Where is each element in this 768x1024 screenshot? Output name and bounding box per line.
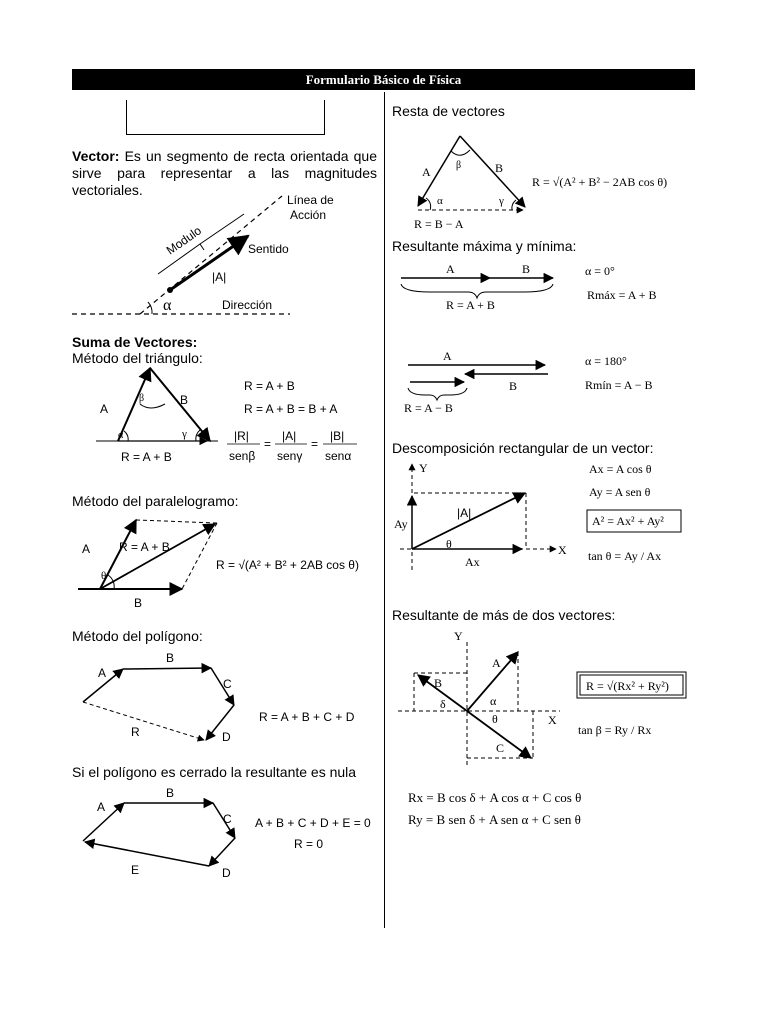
pol-D: D — [222, 730, 231, 744]
md-eq4: Ry = B sen δ + A sen α + C sen θ — [408, 812, 581, 827]
page-title: Formulario Básico de Física — [72, 69, 695, 90]
mn-ang: α = 180° — [585, 354, 627, 368]
res-B: B — [495, 161, 504, 175]
pol-B: B — [166, 651, 175, 665]
poligono-heading: Método del polígono: — [72, 628, 203, 644]
par-B-label: B — [134, 596, 143, 610]
mx-R-eq: R = A + B — [446, 298, 495, 312]
cer-eq2: R = 0 — [294, 837, 324, 851]
dc-theta: θ — [446, 537, 452, 551]
parallelogram-figure — [78, 520, 359, 610]
vector-def-text: Es un segmento de recta orientada que sirve para representar a las magnitudes vectoriales. — [72, 148, 377, 198]
cerrado-text: Si el polígono es cerrado la resultante es nula — [72, 764, 357, 780]
dc-eq3: A² = Ax² + Ay² — [592, 514, 664, 528]
md-alpha: α — [490, 694, 497, 708]
cer-E: E — [131, 863, 140, 877]
dc-Ay: Ay — [394, 517, 408, 531]
closed-polygon-figure — [83, 786, 371, 880]
resta-figure — [414, 136, 667, 231]
mn-A: A — [443, 349, 452, 363]
decomposition-figure — [394, 461, 681, 570]
minima-figure — [404, 349, 653, 415]
pol-eq: R = A + B + C + D — [259, 710, 355, 724]
md-B: B — [434, 676, 443, 690]
cer-C: C — [223, 812, 232, 826]
cer-A: A — [97, 800, 106, 814]
cer-B: B — [166, 786, 175, 800]
mn-B: B — [509, 379, 518, 393]
md-theta: θ — [492, 712, 498, 726]
res-gamma: γ — [499, 195, 504, 207]
tri-B-label: B — [180, 393, 189, 407]
md-A: A — [492, 656, 501, 670]
par-A-label: A — [82, 542, 91, 556]
law-senb: senβ — [229, 449, 256, 463]
vector-definition-figure — [72, 193, 334, 314]
md-eq1: R = √(Rx² + Ry²) — [586, 679, 669, 693]
res-eq: R = √(A² + B² − 2AB cos θ) — [532, 175, 668, 189]
res-beta: β — [456, 160, 462, 171]
paralelogramo-heading: Método del paralelogramo: — [72, 493, 239, 509]
law-sena: senα — [325, 449, 352, 463]
max-heading: Resultante máxima y mínima: — [392, 238, 577, 254]
triangle-method-figure — [96, 368, 357, 464]
mas-heading: Resultante de más de dos vectores: — [392, 607, 616, 623]
resta-heading: Resta de vectores — [392, 103, 505, 119]
multi-vector-figure — [398, 629, 686, 827]
dc-X: X — [558, 543, 567, 557]
par-eq: R = √(A² + B² + 2AB cos θ) — [216, 558, 359, 572]
linea-label-1: Línea de — [287, 193, 334, 207]
res-R-eq: R = B − A — [414, 217, 464, 231]
polygon-figure — [83, 651, 355, 744]
pol-R: R — [131, 725, 140, 739]
sentido-label: Sentido — [248, 242, 289, 256]
tri-R-eq: R = A + B — [121, 450, 172, 464]
mx-ang: α = 0° — [585, 264, 615, 278]
md-C: C — [496, 741, 505, 755]
triangulo-heading: Método del triángulo: — [72, 350, 203, 366]
tri-eq2: R = A + B = B + A — [244, 402, 338, 416]
vector-term: Vector: — [72, 148, 120, 164]
mn-R-eq: R = A − B — [404, 401, 453, 415]
md-delta: δ — [440, 697, 446, 711]
dc-eq4: tan θ = Ay / Ax — [588, 549, 662, 563]
tri-A-label: A — [100, 402, 109, 416]
direccion-label: Dirección — [222, 298, 273, 312]
par-theta: θ — [101, 570, 107, 582]
tri-gamma: γ — [182, 428, 187, 440]
mx-eq: Rmáx = A + B — [587, 288, 657, 302]
md-eq3: Rx = B cos δ + A cos α + C cos θ — [408, 790, 582, 805]
md-Y: Y — [454, 629, 463, 643]
tri-beta: β — [139, 393, 145, 404]
md-X: X — [548, 713, 557, 727]
law-seng: senγ — [277, 449, 303, 463]
magnitude-label: |A| — [212, 270, 227, 284]
res-alpha: α — [437, 195, 443, 207]
suma-heading: Suma de Vectores: — [72, 334, 198, 350]
dc-Ax: Ax — [465, 555, 480, 569]
desc-heading: Descomposición rectangular de un vector: — [392, 440, 654, 456]
dc-A: |A| — [457, 506, 472, 520]
par-R-eq: R = A + B — [119, 540, 170, 554]
dc-eq2: Ay = A sen θ — [589, 485, 651, 499]
mx-A: A — [446, 262, 455, 276]
linea-label-2: Acción — [290, 208, 327, 222]
law-A: |A| — [282, 429, 297, 443]
tri-alpha: α — [118, 430, 124, 441]
res-A: A — [422, 165, 431, 179]
law-B: |B| — [330, 429, 345, 443]
modulo-label: Modulo — [163, 223, 204, 258]
cer-eq1: A + B + C + D + E = 0 — [255, 816, 371, 830]
mn-eq: Rmín = A − B — [585, 378, 653, 392]
maxima-figure — [401, 262, 657, 312]
alpha-label: α — [163, 297, 172, 314]
dc-eq1: Ax = A cos θ — [589, 462, 652, 476]
mx-B: B — [522, 262, 531, 276]
tri-eq1: R = A + B — [244, 379, 295, 393]
md-eq2: tan β = Ry / Rx — [578, 723, 652, 737]
dc-Y: Y — [419, 461, 428, 475]
law-R: |R| — [234, 429, 249, 443]
pol-C: C — [223, 677, 232, 691]
law-eq1: = — [264, 437, 272, 451]
pol-A: A — [98, 666, 107, 680]
law-eq2: = — [311, 437, 319, 451]
cer-D: D — [222, 866, 231, 880]
